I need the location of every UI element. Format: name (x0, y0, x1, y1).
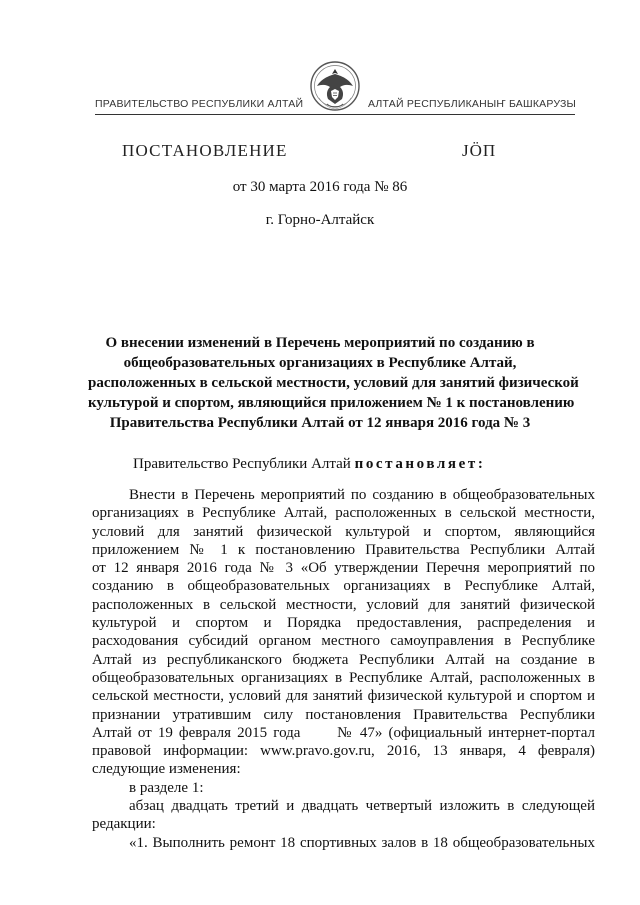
title-line: О внесении изменений в Перечень мероприятий по созданию в (105, 335, 535, 351)
document-body (92, 486, 595, 852)
title-line: Правительства Республики Алтай от 12 января 2016 года № 3 (109, 415, 531, 431)
body-line: условий для занятий физической культурой и спортом, являющийся (92, 523, 595, 540)
decree-statement (133, 456, 485, 473)
body-line: следующие изменения: (92, 761, 241, 778)
government-name-altai: АЛТАЙ РЕСПУБЛИКАНЫҤ БАШКАРУЗЫ (368, 98, 576, 110)
body-line: организациях в Республике Алтай, расположенных в сельской местности, (92, 505, 595, 522)
body-line: «1. Выполнить ремонт 18 спортивных залов в 18 общеобразовательных (129, 834, 595, 851)
title-line: расположенных в сельской местности, условий для занятий физической (88, 375, 579, 391)
body-line: правовой информации: www.pravo.gov.ru, 2016, 13 января, 4 февраля) (92, 743, 595, 760)
document-kind-altai: ЈӦП (462, 141, 497, 160)
body-line: общеобразовательных организациях в Республике Алтай, расположенных в (92, 669, 595, 686)
body-line: абзац двадцать третий и двадцать четвертый изложить в следующей (129, 798, 595, 815)
body-line: приложением № 1 к постановлению Правительства Республики Алтай (92, 541, 595, 558)
title-line: общеобразовательных организациях в Республике Алтай, (123, 355, 517, 371)
body-line: признании утратившим силу постановления Правительства Республики (92, 706, 595, 723)
body-line: Внести в Перечень мероприятий по созданию в общеобразовательных (129, 487, 595, 503)
decree-verb: постановляет: (354, 456, 486, 472)
body-line: созданию в общеобразовательных организациях в Республике Алтай, (92, 578, 595, 595)
government-name-russian: ПРАВИТЕЛЬСТВО РЕСПУБЛИКИ АЛТАЙ (95, 98, 304, 110)
body-line: расходования субсидий органом местного самоуправления в Республике (92, 633, 595, 650)
document-title (88, 333, 579, 433)
body-line: Алтай из республиканского бюджета Республики Алтай на создание в (92, 651, 595, 668)
title-line: культурой и спортом, являющийся приложением № 1 к постановлению (88, 395, 575, 411)
body-line: культурой и спортом и Порядка предоставления, распределения и (92, 615, 595, 632)
document-date-number: от 30 марта 2016 года № 86 (232, 179, 408, 195)
header-divider (95, 114, 575, 115)
body-line: редакции: (92, 816, 156, 833)
body-line: Алтай от 19 февраля 2015 года № 47» (официальный интернет-портал (92, 724, 595, 741)
body-line: расположенных в сельской местности, условий для занятий физической (92, 596, 595, 613)
body-line: в разделе 1: (129, 779, 204, 796)
body-line: от 12 января 2016 года № 3 «Об утверждении Перечня мероприятий по (92, 560, 595, 577)
document-city: г. Горно-Алтайск (265, 212, 375, 228)
body-line: сельской местности, условий для занятий физической культурой и спортом и (92, 688, 595, 705)
document-kind-russian: ПОСТАНОВЛЕНИЕ (122, 141, 288, 160)
decree-subject: Правительство Республики Алтай (133, 456, 351, 472)
